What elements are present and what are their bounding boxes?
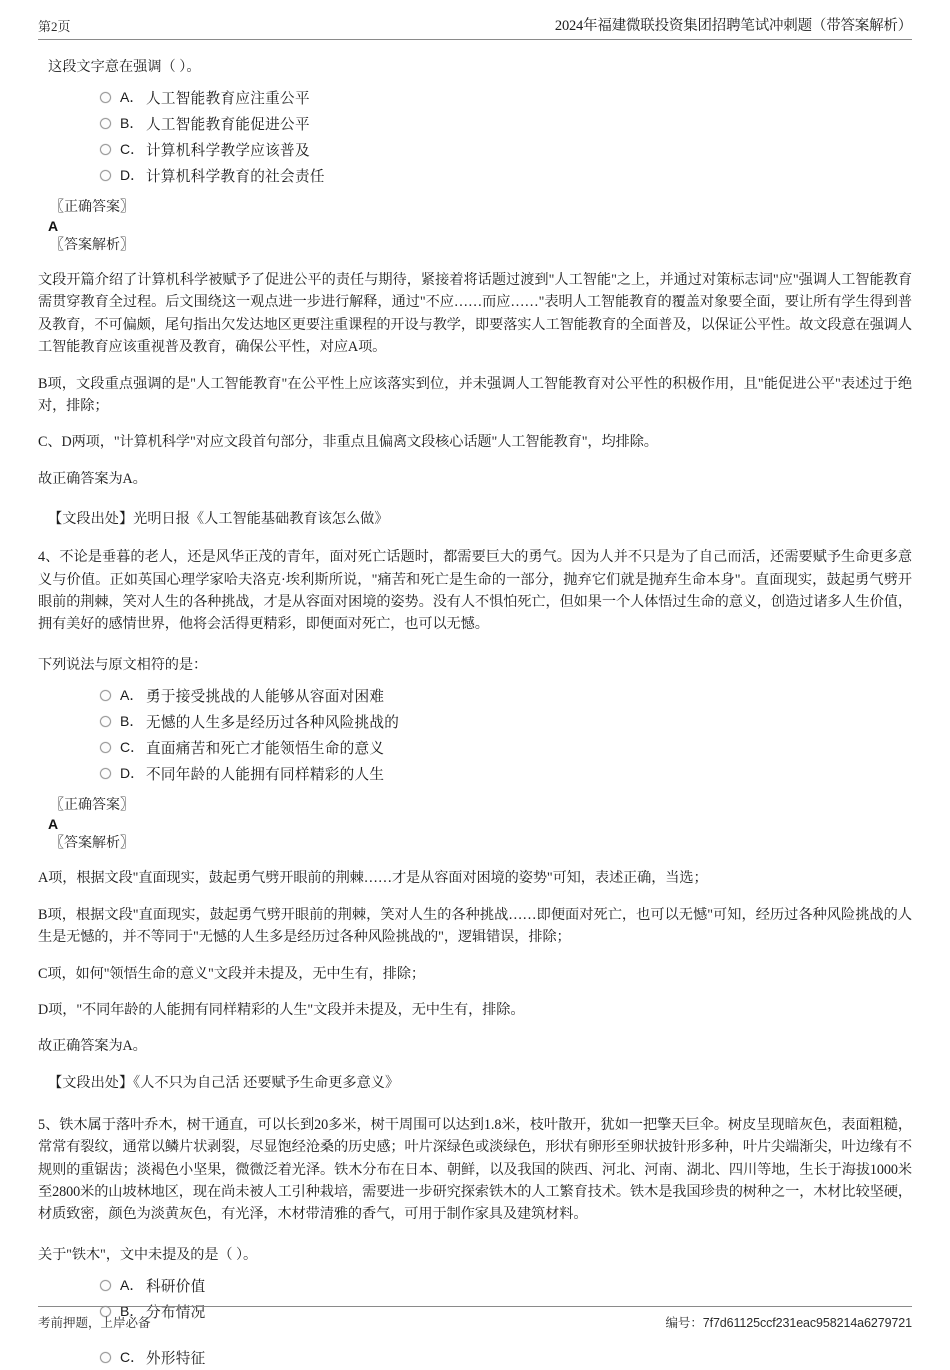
option-letter: C． [120,739,145,756]
option-label: 计算机科学教育的社会责任 [146,168,325,185]
q3-options [38,84,912,188]
q3-option-b[interactable] [100,110,912,136]
radio-icon[interactable] [100,92,111,103]
option-label: 科研价值 [146,1278,206,1295]
q5-stem: 关于"铁木"，文中未提及的是（ ）。 [38,1246,258,1263]
option-letter: C． [120,1349,145,1366]
q4-passage: 4、不论是垂暮的老人，还是风华正茂的青年，面对死亡话题时，都需要巨大的勇气。因为人并不只是为了自己而活，还需要赋予生命更多意义与价值。正如英国心理学家哈夫洛克·埃利斯所说，"痛苦和死亡是生命的一部分，抛弃它们就是抛弃生命本身"。直面现实，鼓起勇气劈开眼前的荆棘，笑对人生的各种挑战，才是从容面对困境的姿势。没有人不惧怕死亡，但如果一个人体悟过生命的意义，创造过诸多人生价值，拥有美好的感情世界，他将会活得更精彩，即便面对死亡，也可以无憾。 [38,549,912,633]
page-footer [38,1306,912,1331]
q4-source: 【文段出处】《人不只为自己活 还要赋予生命更多意义》 [48,1074,400,1091]
q3-analysis-cd: C、D两项，"计算机科学"对应文段首句部分，非重点且偏离文段核心话题"人工智能教育"，均排除。 [38,434,658,451]
q3-option-d[interactable] [100,162,912,188]
option-label: 计算机科学教学应该普及 [146,142,310,159]
q4-analysis-b: B项，根据文段"直面现实，鼓起勇气劈开眼前的荆棘，笑对人生的各种挑战……即便面对死亡，也可以无憾"可知，经历过各种风险挑战的人生是无憾的，并不等同于"无憾的人生多是经历过各种风险挑战的"，逻辑错误，排除； [38,906,912,946]
option-label: 分布情况 [146,1304,206,1321]
option-label: 人工智能教育应注重公平 [146,90,310,107]
option-label: 勇于接受挑战的人能够从容面对困难 [146,688,385,705]
option-letter: C． [120,141,145,157]
option-label: 外形特征 [146,1350,206,1367]
radio-icon[interactable] [100,716,111,727]
page-header [38,0,912,40]
q3-conclusion: 故正确答案为A。 [38,470,147,487]
footer-slogan: 考前押题，上岸必备 [38,1316,151,1330]
option-letter: A． [120,89,144,105]
q5-option-c[interactable] [100,1344,912,1370]
q3-analysis-label: 〖答案解析〗 [50,238,134,253]
q4-conclusion: 故正确答案为A。 [38,1038,147,1055]
footer-code [666,1313,912,1331]
q3-correct-answer-value: A [48,218,59,234]
q4-stem: 下列说法与原文相符的是： [38,656,208,673]
q3-source: 【文段出处】光明日报《人工智能基础教育该怎么做》 [48,511,389,528]
radio-icon[interactable] [100,170,111,181]
option-label: 人工智能教育能促进公平 [146,116,310,133]
radio-icon[interactable] [100,1280,111,1291]
option-label: 无憾的人生多是经历过各种风险挑战的 [146,714,400,731]
q3-option-a[interactable] [100,84,912,110]
q4-analysis-c: C项，如何"领悟生命的意义"文段并未提及，无中生有，排除； [38,965,426,982]
q4-correct-answer-value: A [48,816,59,833]
q4-option-a[interactable] [100,682,912,708]
q4-analysis-d: D项，"不同年龄的人能拥有同样精彩的人生"文段并未提及，无中生有，排除。 [38,1001,525,1018]
radio-icon[interactable] [100,742,111,753]
q4-analysis-label: 〖答案解析〗 [50,836,134,852]
q3-option-c[interactable] [100,136,912,162]
q3-stem: 这段文字意在强调（ ）。 [48,59,201,75]
document-title: 2024年福建微联投资集团招聘笔试冲刺题（带答案解析） [554,18,912,34]
option-letter: D． [120,765,145,782]
radio-icon[interactable] [100,1352,111,1363]
q4-option-d[interactable] [100,760,912,786]
footer-code-value: 7f7d61125ccf231eac958214a6279721 [702,1316,912,1330]
q4-options [38,682,912,786]
q5-passage: 5、铁木属于落叶乔木，树干通直，可以长到20多米，树干周围可以达到1.8米，枝叶散开，犹如一把擎天巨伞。树皮呈现暗灰色，表面粗糙，常常有裂纹，通常以鳞片状剥裂，尽显饱经沧桑的历史感；叶片深绿色或淡绿色，形状有卵形至卵状披针形多种，叶片尖端渐尖，叶边缘有不规则的重锯齿；淡褐色小坚果，微微泛着光泽。铁木分布在日本、朝鲜，以及我国的陕西、河北、河南、湖北、四川等地，生长于海拔1000米至2800米的山坡林地区，现在尚未被人工引种栽培，需要进一步研究探索铁木的人工繁育技术。铁木是我国珍贵的树种之一，木材比较坚硬，材质致密，颜色为淡黄灰色，有光泽，木材带清雅的香气，可用于制作家具及建筑材料。 [38,1116,912,1223]
radio-icon[interactable] [100,118,111,129]
q5-option-a[interactable] [100,1272,912,1298]
option-letter: B． [120,115,144,131]
footer-code-label: 编号： [665,1316,703,1330]
option-letter: B． [120,713,144,730]
q4-correct-answer-label: 〖正确答案〗 [50,798,134,814]
page-number-marker: 第2页 [38,19,71,34]
q4-analysis-a: A项，根据文段"直面现实，鼓起勇气劈开眼前的荆棘……才是从容面对困境的姿势"可知，表述正确，当选； [38,870,708,887]
q3-correct-answer-label: 〖正确答案〗 [50,200,134,215]
option-letter: A． [120,1277,144,1294]
q4-option-c[interactable] [100,734,912,760]
option-label: 直面痛苦和死亡才能领悟生命的意义 [146,740,385,757]
radio-icon[interactable] [100,144,111,155]
document-content [38,40,912,1370]
option-letter: D． [120,167,145,183]
option-label: 不同年龄的人能拥有同样精彩的人生 [146,766,385,783]
q3-analysis-main: 文段开篇介绍了计算机科学被赋予了促进公平的责任与期待，紧接着将话题过渡到"人工智能"之上，并通过对策标志词"应"强调人工智能教育需贯穿教育全过程。后文围绕这一观点进一步进行解释，通过"不应……而应……"表明人工智能教育的覆盖对象要全面，要让所有学生得到普及教育，不可偏颇，尾句指出欠发达地区更要注重课程的开设与教学，即要落实人工智能教育的全面普及，以保证公平性。故文段意在强调人工智能教育应该重视普及教育，确保公平性，对应A项。 [38,272,912,356]
radio-icon[interactable] [100,690,111,701]
option-letter: A． [120,687,144,704]
option-letter: B． [120,1303,144,1320]
radio-icon[interactable] [100,768,111,779]
q4-option-b[interactable] [100,708,912,734]
q3-analysis-b: B项，文段重点强调的是"人工智能教育"在公平性上应该落实到位，并未强调人工智能教育对公平性的积极作用，且"能促进公平"表述过于绝对，排除； [38,375,912,415]
